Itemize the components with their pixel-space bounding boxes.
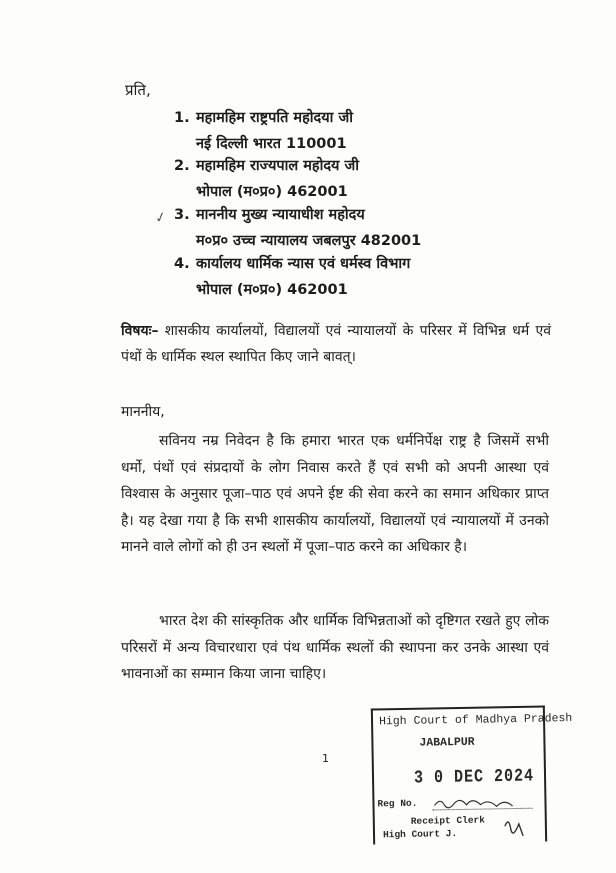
subject-block (121, 318, 551, 370)
addressee-line1: कार्यालय धार्मिक न्यास एवं धर्मस्व विभाग (196, 256, 411, 272)
addressee-line2: नई दिल्ली भारत 110001 (196, 136, 347, 152)
salutation-to: प्रति, (125, 81, 151, 99)
stamp-reg-label: Reg No. (377, 797, 418, 810)
stamp-date: 3 0 DEC 2024 (413, 765, 535, 789)
stamp-city: JABALPUR (419, 735, 475, 750)
stamp-court-name: High Court of Madhya Pradesh (378, 712, 573, 729)
addressee-line2: म०प्र० उच्च न्यायालय जबलपुर 482001 (196, 233, 422, 249)
addressee-number: 3. (174, 207, 190, 223)
addressee-line1: महामहिम राष्ट्रपति महोदया जी (196, 110, 353, 126)
addressee-2 (174, 153, 359, 205)
addressee-line1: माननीय मुख्य न्यायाधीश महोदय (196, 207, 365, 223)
addressee-line2: भोपाल (म०प्र०) 462001 (196, 184, 348, 200)
addressee-1 (174, 105, 353, 157)
addressee-number: 2. (174, 158, 190, 174)
page-number: 1 (322, 752, 329, 765)
addressee-number: 4. (174, 256, 190, 272)
subject-label: विषयः– (121, 323, 159, 339)
salutation: माननीय, (121, 404, 165, 420)
stamp-clerk: Receipt Clerk (410, 814, 486, 827)
addressee-number: 1. (174, 110, 190, 126)
body-paragraph-1: सविनय नम्र निवेदन है कि हमारा भारत एक धर्मनिर्पेक्ष राष्ट्र है जिसमें सभी धर्मो, पंथों एवं संप्रदायों के लोग निवास करते हैं एवं सभी को अपनी आस्था एवं विश्वास के अनुसार पूजा–पाठ एवं अपने ईष्ट की सेवा करने का समान अधिकार प्राप्त है। यह देखा गया है कि सभी शासकीय कार्यालयों, विद्यालयों एवं न्यायालयों में उनको मानने वाले लोगों को ही उन स्थलों में पूजा–पाठ करने का अधिकार है। (121, 433, 549, 555)
addressee-3 (174, 202, 421, 254)
subject-text: शासकीय कार्यालयों, विद्यालयों एवं न्यायालयों के परिसर में विभिन्न धर्म एवं पंथों के धार्मिक स्थल स्थापित किए जाने बावत्। (121, 323, 552, 365)
clerk-signature (505, 822, 523, 836)
stamp-high-court: High Court J. (382, 828, 458, 841)
addressee-4 (174, 251, 410, 303)
body-paragraph-2: भारत देश की सांस्कृतिक और धार्मिक विभिन्नताओं को दृष्टिगत रखते हुए लोक परिसरों में अन्य विचारधारा एवं पंथ धार्मिक स्थलों की स्थापना कर उनके आस्था एवं भावनाओं का सम्मान किया जाना चाहिए। (121, 613, 549, 682)
handwritten-tick-mark: ✓ (153, 208, 169, 228)
court-receipt-stamp (371, 705, 573, 844)
addressee-line2: भोपाल (म०प्र०) 462001 (196, 282, 348, 298)
addressee-line1: महामहिम राज्यपाल महोदय जी (196, 158, 360, 174)
